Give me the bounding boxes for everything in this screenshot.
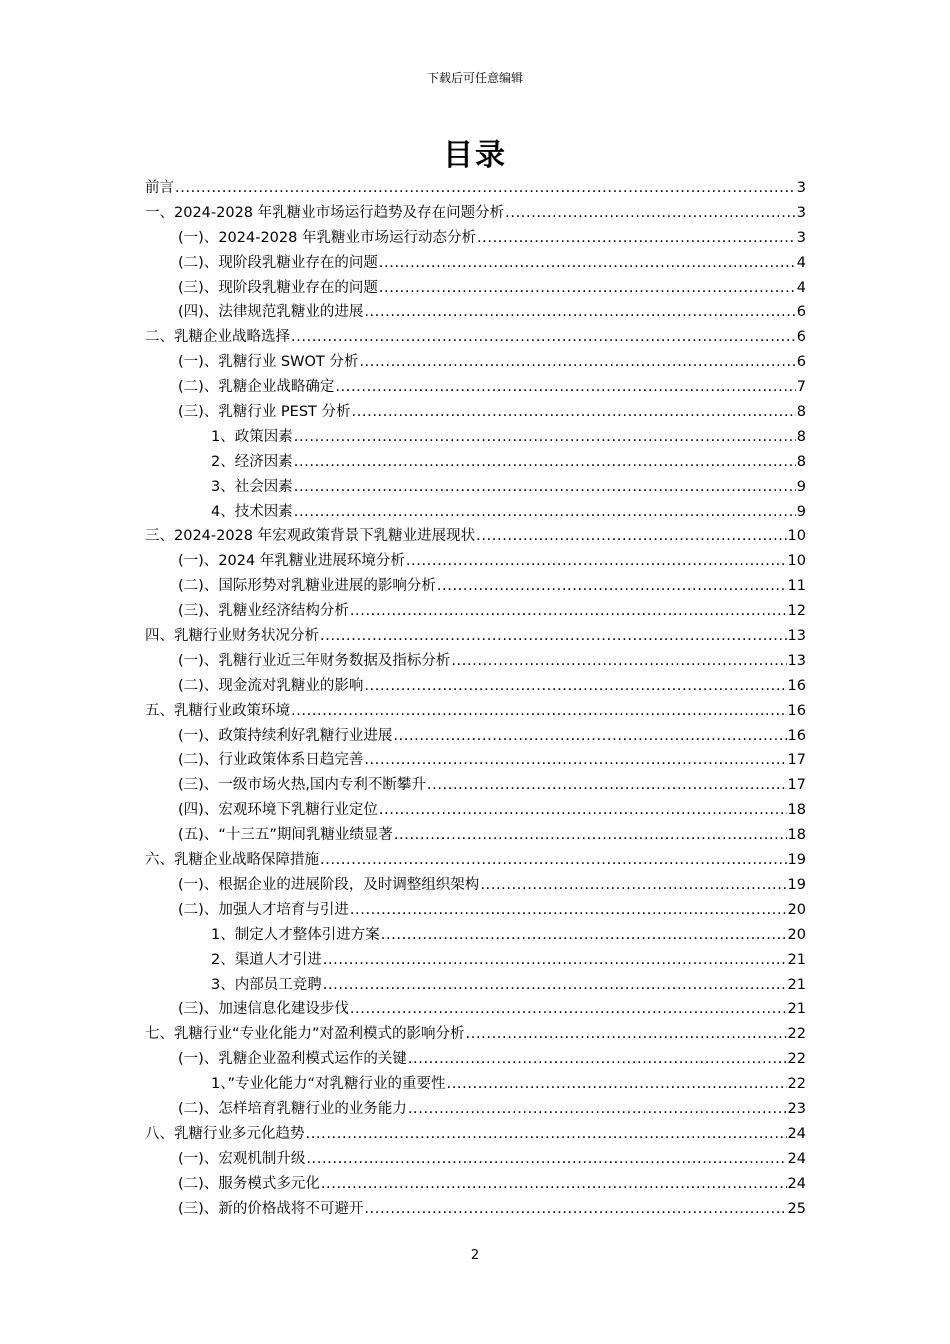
toc-entry-page: 23 — [787, 1100, 806, 1117]
toc-leader-dots — [321, 1176, 787, 1192]
toc-leader-dots — [364, 1201, 786, 1217]
toc-entry-text: 六、乳糖企业战略保障措施 — [145, 852, 319, 869]
toc-entry-page: 20 — [787, 926, 806, 943]
toc-entry[interactable] — [145, 201, 806, 226]
toc-leader-dots — [408, 1101, 787, 1117]
toc-entry-page: 12 — [787, 603, 806, 620]
toc-entry-text: 二、乳糖企业战略选择 — [145, 329, 290, 346]
toc-entry[interactable] — [145, 1097, 806, 1122]
toc-entry[interactable] — [145, 450, 806, 475]
toc-leader-dots — [306, 1126, 787, 1142]
toc-entry-text: (三)、加速信息化建设步伐 — [178, 1001, 349, 1018]
toc-leader-dots — [306, 1151, 786, 1167]
toc-entry[interactable] — [145, 997, 806, 1022]
toc-leader-dots — [394, 827, 787, 843]
toc-leader-dots — [476, 528, 786, 544]
toc-leader-dots — [291, 703, 787, 719]
toc-entry-page: 3 — [796, 204, 806, 221]
toc-entry-page: 21 — [787, 976, 806, 993]
toc-entry-page: 24 — [787, 1175, 806, 1192]
toc-entry-text: (二)、现阶段乳糖业存在的问题 — [178, 254, 378, 271]
toc-entry[interactable] — [145, 923, 806, 948]
toc-entry-text: (一)、政策持续利好乳糖行业进展 — [178, 727, 393, 744]
toc-leader-dots — [364, 304, 795, 320]
toc-entry[interactable] — [145, 599, 806, 624]
toc-entry[interactable] — [145, 500, 806, 525]
toc-leader-dots — [379, 802, 787, 818]
toc-entry-text: (一)、乳糖行业近三年财务数据及指标分析 — [178, 652, 451, 669]
toc-entry-text: (一)、乳糖行业 SWOT 分析 — [178, 354, 359, 371]
toc-leader-dots — [294, 504, 796, 520]
toc-entry-text: 1、政策因素 — [211, 428, 293, 445]
toc-leader-dots — [364, 678, 786, 694]
page-number: 2 — [470, 1248, 480, 1263]
toc-entry[interactable] — [145, 873, 806, 898]
toc-entry[interactable] — [145, 699, 806, 724]
toc-leader-dots — [437, 578, 787, 594]
toc-entry-text: 1、制定人才整体引进方案 — [211, 926, 380, 943]
toc-entry-page: 3 — [796, 229, 806, 246]
toc-entry[interactable] — [145, 748, 806, 773]
toc-entry-page: 24 — [787, 1150, 806, 1167]
toc-entry[interactable] — [145, 350, 806, 375]
toc-entry-page: 16 — [787, 677, 806, 694]
toc-entry-page: 25 — [787, 1200, 806, 1217]
toc-leader-dots — [393, 728, 786, 744]
toc-entry-page: 18 — [787, 802, 806, 819]
toc-leader-dots — [381, 927, 787, 943]
toc-leader-dots — [175, 180, 796, 196]
toc-entry[interactable] — [145, 300, 806, 325]
toc-entry-page: 18 — [787, 827, 806, 844]
toc-leader-dots — [427, 777, 787, 793]
toc-entry-page: 6 — [796, 304, 806, 321]
toc-entry-page: 4 — [796, 254, 806, 271]
toc-entry-page: 8 — [796, 453, 806, 470]
toc-entry[interactable] — [145, 475, 806, 500]
toc-entry-text: (三)、现阶段乳糖业存在的问题 — [178, 279, 378, 296]
toc-entry-page: 10 — [787, 528, 806, 545]
toc-entry-text: (四)、宏观环境下乳糖行业定位 — [178, 802, 378, 819]
toc-entry-page: 8 — [796, 404, 806, 421]
toc-entry[interactable] — [145, 773, 806, 798]
toc-entry-text: (一)、乳糖企业盈利模式运作的关键 — [178, 1051, 407, 1068]
toc-entry[interactable] — [145, 375, 806, 400]
toc-entry-text: (二)、加强人才培育与引进 — [178, 901, 349, 918]
toc-entry-text: (二)、乳糖企业战略确定 — [178, 379, 335, 396]
toc-entry[interactable] — [145, 1072, 806, 1097]
toc-entry-text: (三)、一级市场火热,国内专利不断攀升 — [178, 777, 426, 794]
toc-entry-text: (二)、现金流对乳糖业的影响 — [178, 677, 364, 694]
toc-entry[interactable] — [145, 1122, 806, 1147]
toc-entry-text: (一)、2024-2028 年乳糖业市场运行动态分析 — [178, 229, 476, 246]
toc-entry-page: 19 — [787, 852, 806, 869]
toc-entry-text: 2、渠道人才引进 — [211, 951, 322, 968]
toc-entry-page: 21 — [787, 1001, 806, 1018]
toc-entry-page: 6 — [796, 354, 806, 371]
toc-entry[interactable] — [145, 226, 806, 251]
toc-leader-dots — [323, 977, 787, 993]
toc-entry[interactable] — [145, 724, 806, 749]
toc-entry-page: 19 — [787, 876, 806, 893]
toc-leader-dots — [320, 628, 787, 644]
toc-leader-dots — [320, 852, 787, 868]
toc-entry-page: 24 — [787, 1125, 806, 1142]
toc-entry[interactable] — [145, 948, 806, 973]
toc-entry-text: 一、2024-2028 年乳糖业市场运行趋势及存在问题分析 — [145, 204, 505, 221]
page-title: 目录 — [443, 138, 507, 173]
toc-entry[interactable] — [145, 400, 806, 425]
toc-entry[interactable] — [145, 549, 806, 574]
toc-entry[interactable] — [145, 1172, 806, 1197]
toc-entry-text: (四)、法律规范乳糖业的进展 — [178, 304, 364, 321]
toc-entry-page: 22 — [787, 1026, 806, 1043]
toc-entry-page: 7 — [796, 379, 806, 396]
toc-entry-page: 21 — [787, 951, 806, 968]
toc-entry-text: (二)、服务模式多元化 — [178, 1175, 320, 1192]
toc-leader-dots — [291, 329, 796, 345]
toc-entry-page: 6 — [796, 329, 806, 346]
toc-entry-page: 8 — [796, 428, 806, 445]
toc-entry[interactable] — [145, 1022, 806, 1047]
toc-leader-dots — [451, 653, 786, 669]
toc-entry[interactable] — [145, 798, 806, 823]
toc-leader-dots — [352, 404, 796, 420]
toc-entry[interactable] — [145, 176, 806, 201]
toc-entry-text: (三)、新的价格战将不可避开 — [178, 1200, 364, 1217]
toc-leader-dots — [350, 902, 787, 918]
toc-entry-page: 3 — [796, 180, 806, 196]
toc-entry-text: 七、乳糖行业“专业化能力”对盈利模式的影响分析 — [145, 1026, 465, 1043]
toc-entry[interactable] — [145, 898, 806, 923]
toc-leader-dots — [294, 479, 796, 495]
toc-entry[interactable] — [145, 973, 806, 998]
toc-leader-dots — [379, 255, 796, 271]
toc-entry-text: 3、内部员工竞聘 — [211, 976, 322, 993]
toc-entry-text: (一)、宏观机制升级 — [178, 1150, 306, 1167]
toc-leader-dots — [406, 553, 787, 569]
toc-entry-page: 11 — [787, 578, 806, 595]
toc-entry-text: (二)、国际形势对乳糖业进展的影响分析 — [178, 578, 436, 595]
toc-entry[interactable] — [145, 251, 806, 276]
toc-entry-text: (一)、2024 年乳糖业进展环境分析 — [178, 553, 405, 570]
toc-leader-dots — [505, 205, 796, 221]
toc-entry-page: 10 — [787, 553, 806, 570]
toc-entry-text: (二)、行业政策体系日趋完善 — [178, 752, 364, 769]
toc-entry-text: 3、社会因素 — [211, 478, 293, 495]
toc-entry-text: 前言 — [145, 180, 174, 196]
toc-leader-dots — [323, 952, 787, 968]
toc-leader-dots — [447, 1076, 787, 1092]
toc-entry-page: 4 — [796, 279, 806, 296]
table-of-contents — [145, 176, 806, 1221]
toc-entry-page: 9 — [796, 503, 806, 520]
toc-entry[interactable] — [145, 848, 806, 873]
toc-entry-page: 22 — [787, 1051, 806, 1068]
toc-entry-text: 2、经济因素 — [211, 453, 293, 470]
toc-entry-page: 9 — [796, 478, 806, 495]
toc-leader-dots — [364, 752, 786, 768]
toc-leader-dots — [477, 230, 796, 246]
toc-entry-page: 16 — [787, 727, 806, 744]
toc-entry-text: 1、”专业化能力“对乳糖行业的重要性 — [211, 1076, 446, 1093]
toc-entry[interactable] — [145, 649, 806, 674]
toc-entry[interactable] — [145, 1197, 806, 1222]
toc-entry[interactable] — [145, 624, 806, 649]
toc-entry-text: 4、技术因素 — [211, 503, 293, 520]
toc-entry[interactable] — [145, 1147, 806, 1172]
header-note: 下载后可任意编辑 — [426, 71, 523, 85]
toc-leader-dots — [350, 1001, 787, 1017]
toc-entry-text: (一)、根据企业的进展阶段，及时调整组织架构 — [178, 876, 480, 893]
toc-entry-text: 五、乳糖行业政策环境 — [145, 702, 290, 719]
toc-entry[interactable] — [145, 674, 806, 699]
toc-entry[interactable] — [145, 574, 806, 599]
toc-leader-dots — [379, 280, 796, 296]
toc-leader-dots — [294, 454, 796, 470]
toc-entry-text: 四、乳糖行业财务状况分析 — [145, 628, 319, 645]
toc-entry[interactable] — [145, 524, 806, 549]
toc-entry-page: 17 — [787, 752, 806, 769]
toc-entry-page: 17 — [787, 777, 806, 794]
toc-leader-dots — [408, 1051, 787, 1067]
toc-entry[interactable] — [145, 823, 806, 848]
toc-leader-dots — [466, 1026, 787, 1042]
toc-entry-page: 22 — [787, 1076, 806, 1093]
toc-entry-text: (五)、“十三五”期间乳糖业绩显著 — [178, 827, 393, 844]
toc-entry-text: (二)、怎样培育乳糖行业的业务能力 — [178, 1100, 407, 1117]
toc-entry-page: 20 — [787, 901, 806, 918]
toc-leader-dots — [480, 877, 786, 893]
toc-leader-dots — [294, 429, 796, 445]
toc-entry-text: 八、乳糖行业多元化趋势 — [145, 1125, 305, 1142]
toc-entry-text: 三、2024-2028 年宏观政策背景下乳糖业进展现状 — [145, 528, 476, 545]
toc-entry[interactable] — [145, 276, 806, 301]
toc-entry[interactable] — [145, 1047, 806, 1072]
toc-entry[interactable] — [145, 425, 806, 450]
toc-entry-page: 13 — [787, 628, 806, 645]
toc-leader-dots — [359, 354, 795, 370]
toc-entry-page: 13 — [787, 652, 806, 669]
toc-entry-text: (三)、乳糖行业 PEST 分析 — [178, 404, 351, 421]
toc-entry-text: (三)、乳糖业经济结构分析 — [178, 603, 349, 620]
toc-entry[interactable] — [145, 325, 806, 350]
toc-leader-dots — [350, 603, 787, 619]
toc-entry-page: 16 — [787, 702, 806, 719]
toc-leader-dots — [335, 379, 795, 395]
